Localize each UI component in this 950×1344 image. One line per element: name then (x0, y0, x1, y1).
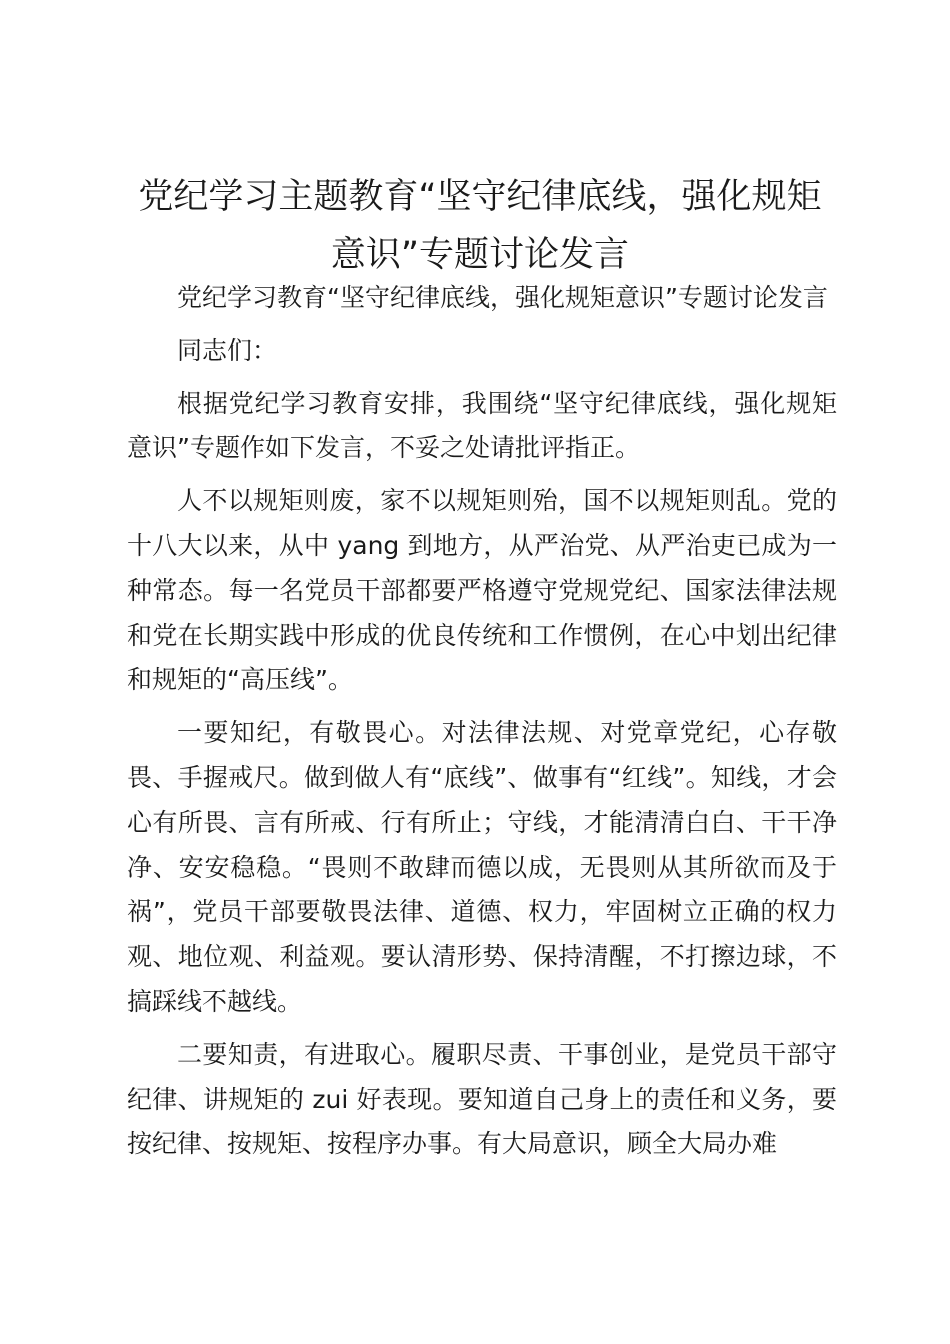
paragraph-intro: 根据党纪学习教育安排，我围绕“坚守纪律底线，强化规矩意识”专题作如下发言，不妥之处请批评指正。 (127, 388, 837, 463)
document-title-line-1: 党纪学习主题教育“坚守纪律底线，强化规矩 (138, 177, 822, 217)
paragraph-subtitle: 党纪学习教育“坚守纪律底线，强化规矩意识”专题讨论发言 (177, 283, 828, 312)
paragraph-point-one: 一要知纪，有敬畏心。对法律法规、对党章党纪，心存敬畏、手握戒尺。做到做人有“底线”、做事有“红线”。知线，才会心有所畏、言有所戒、行有所止；守线，才能清清白白、干干净净、安安稳稳。“畏则不敢肆而德以成，无畏则从其所欲而及于祸”，党员干部要敬畏法律、道德、权力，牢固树立正确的权力观、地位观、利益观。要认清形势、保持清醒，不打擦边球，不搞踩线不越线。 (127, 718, 837, 1016)
document-title (110, 168, 850, 284)
paragraph-rules: 人不以规矩则废，家不以规矩则殆，国不以规矩则乱。党的十八大以来，从中 yang 到地方，从严治党、从严治吏已成为一种常态。每一名党员干部都要严格遵守党规党纪、国家法律法规和党在长期实践中形成的优良传统和工作惯例，在心中划出纪律和规矩的“高压线”。 (127, 486, 837, 695)
document-title-line-2: 意识”专题讨论发言 (330, 235, 630, 275)
document-body (127, 276, 837, 1175)
paragraph-point-two: 二要知责，有进取心。履职尽责、干事创业，是党员干部守纪律、讲规矩的 zui 好表现。要知道自己身上的责任和义务，要按纪律、按规矩、按程序办事。有大局意识，顾全大局办难 (127, 1039, 837, 1159)
paragraph-salutation: 同志们： (177, 335, 278, 365)
